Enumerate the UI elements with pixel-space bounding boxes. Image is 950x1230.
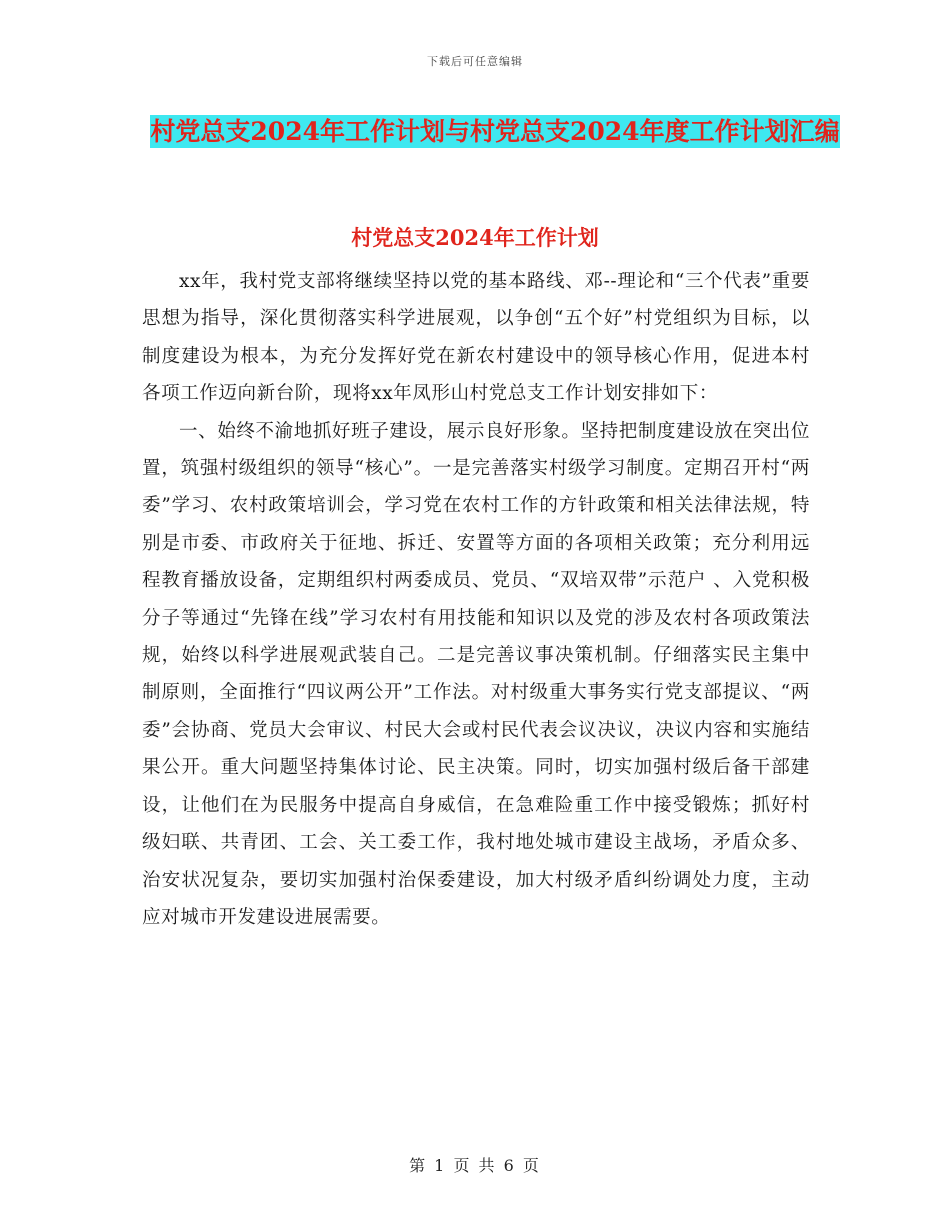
document-title-text: 村党总支2024年工作计划与村党总支2024年度工作计划汇编 [150,117,840,146]
page-indicator: 第 1 页 共 6 页 [409,1156,541,1175]
document-title [140,108,850,156]
paragraph: 一、始终不渝地抓好班子建设，展示良好形象。坚持把制度建设放在突出位置，筑强村级组织的领导“核心”。一是完善落实村级学习制度。定期召开村“两委”学习、农村政策培训会，学习党在农村工作的方针政策和相关法律法规，特别是市委、市政府关于征地、拆迁、安置等方面的各项相关政策；充分利用远程教育播放设备，定期组织村两委成员、党员、“双培双带”示范户 、入党积极分子等通过“先锋在线”学习农村有用技能和知识以及党的涉及农村各项政策法规，始终以科学进展观武装自己。二是完善议事决策机制。仔细落实民主集中制原则，全面推行“四议两公开”工作法。对村级重大事务实行党支部提议、“两委”会协商、党员大会审议、村民大会或村民代表会议决议，决议内容和实施结果公开。重大问题坚持集体讨论、民主决策。同时，切实加强村级后备干部建设，让他们在为民服务中提高自身威信，在急难险重工作中接受锻炼；抓好村级妇联、共青团、工会、关工委工作，我村地处城市建设主战场，矛盾众多、治安状况复杂，要切实加强村治保委建设，加大村级矛盾纠纷调处力度，主动应对城市开发建设进展需要。 [142,420,810,928]
paragraph: xx年，我村党支部将继续坚持以党的基本路线、邓--理论和“三个代表”重要思想为指导，深化贯彻落实科学进展观，以争创“五个好”村党组织为目标，以制度建设为根本，为充分发挥好党在新农村建设中的领导核心作用，促进本村各项工作迈向新台阶，现将xx年凤形山村党总支工作计划安排如下： [142,271,810,405]
document-body [142,263,810,936]
section-title: 村党总支2024年工作计划 [351,225,599,250]
header-note: 下载后可任意编辑 [427,55,523,68]
